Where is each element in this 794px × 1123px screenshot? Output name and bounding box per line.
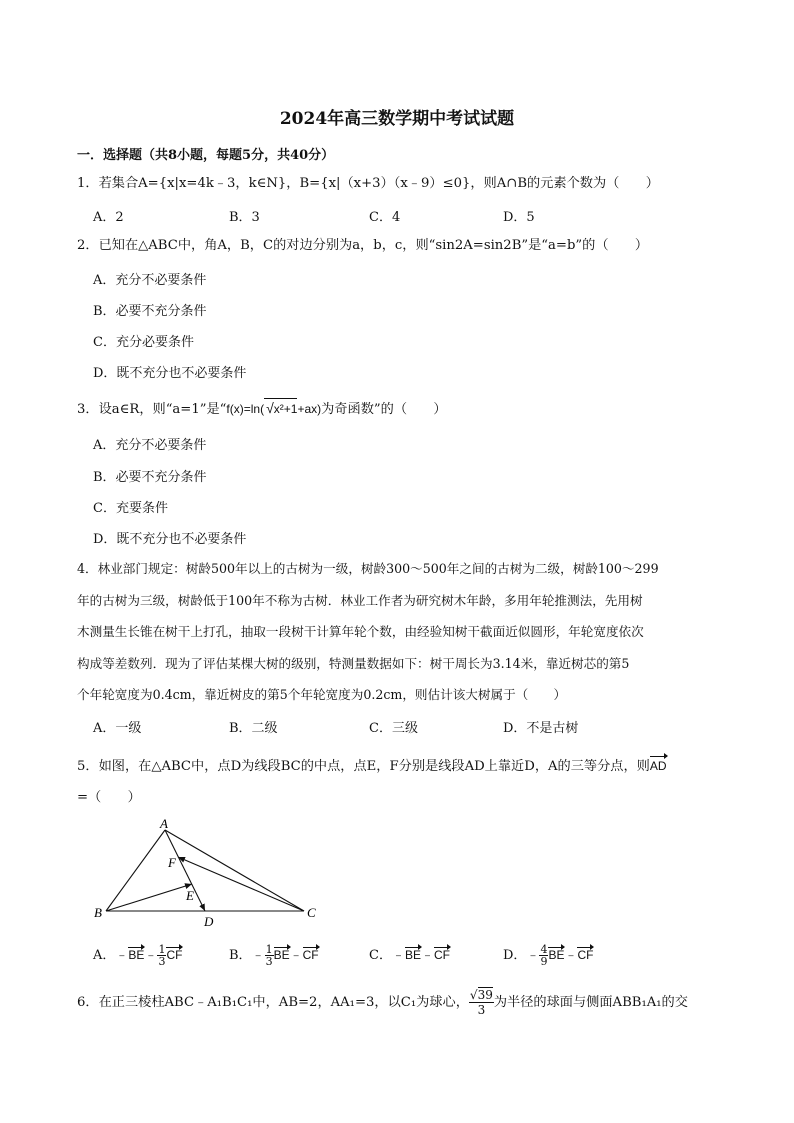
question-4-line-1: 4．林业部门规定：树龄500年以上的古树为一级，树龄300～500年之间的古树为二级，树龄100～299 xyxy=(77,561,659,576)
q5-d-vec-be: BE xyxy=(548,945,564,962)
q3-func-head: f(x)=ln( xyxy=(226,402,265,416)
q5-a-den: 3 xyxy=(158,955,166,968)
question-4-line-5: 个年轮宽度为0.4cm，靠近树皮的第5个年轮宽度为0.2cm，则估计该大树属于（ ） xyxy=(77,687,567,702)
q6-prefix: 6．在正三棱柱ABC﹣A₁B₁C₁中，AB=2，AA₁=3，以C₁为球心， xyxy=(77,995,469,1010)
q5-c-vec-cf: CF xyxy=(434,945,450,962)
sqrt-icon: √ xyxy=(266,400,274,416)
q3-option-b: B．必要不充分条件 xyxy=(93,470,207,485)
q5-b-fraction xyxy=(265,944,274,967)
q3-option-c: C．充要条件 xyxy=(93,501,168,516)
q3-stem-prefix: 3．设a∈R，则“a=1”是“ xyxy=(77,402,227,417)
question-5-line-2: =（ ） xyxy=(77,790,141,805)
section-heading: 一．选择题（共8小题，每题5分，共40分） xyxy=(77,148,335,163)
vector-be xyxy=(106,884,192,911)
label-e: E xyxy=(186,888,194,903)
label-a: A xyxy=(160,816,168,831)
q5-d-vec-cf: CF xyxy=(577,945,593,962)
q4-option-c: C．三级 xyxy=(369,721,418,736)
q5-d-label: D． xyxy=(503,948,527,963)
side-ab xyxy=(106,830,165,911)
q5-d-den: 9 xyxy=(540,955,548,968)
question-3-stem xyxy=(77,398,447,419)
q5-b-label: B． xyxy=(229,948,252,963)
q5-d-minus: ﹣ xyxy=(526,948,540,963)
label-c: C xyxy=(307,905,316,920)
q2-option-a: A．充分不必要条件 xyxy=(93,273,207,288)
q5-option-c xyxy=(369,944,450,963)
q5-a-label: A． xyxy=(93,948,116,963)
page-title: 2024年高三数学期中考试试题 xyxy=(279,109,515,129)
q5-b-vec-be: BE xyxy=(274,945,290,962)
vector-cf xyxy=(178,857,304,911)
q5-line1-text: 5．如图，在△ABC中，点D为线段BC的中点，点E，F分别是线段AD上靠近D，A的三等分点，则 xyxy=(77,759,650,774)
q3-function xyxy=(226,402,321,416)
q5-c-minus: ﹣ xyxy=(391,948,405,963)
q5-d-fraction xyxy=(539,944,548,967)
q1-option-a: A．2 xyxy=(93,210,124,225)
q1-option-b: B．3 xyxy=(229,210,260,225)
q2-option-c: C．充分必要条件 xyxy=(93,335,194,350)
q5-a-num: 1 xyxy=(158,943,166,956)
q3-sqrt xyxy=(264,398,297,418)
sqrt-icon: √ xyxy=(469,988,478,1002)
q5-c-label: C． xyxy=(369,948,392,963)
q5-b-num: 1 xyxy=(265,943,273,956)
q5-b-vec-cf: CF xyxy=(303,945,319,962)
q3-option-d: D．既不充分也不必要条件 xyxy=(93,532,247,547)
q5-c-vec-be: BE xyxy=(405,945,421,962)
q4-option-d: D．不是古树 xyxy=(503,721,579,736)
q6-radius-sqrt: 39 xyxy=(477,988,493,1002)
question-4-line-4: 构成等差数列．现为了评估某棵大树的级别，特测量数据如下：树干周长为3.14米，靠近树芯的第5 xyxy=(77,656,630,671)
q1-option-d: D．5 xyxy=(503,210,535,225)
question-1-stem: 1．若集合A={x|x=4k﹣3，k∈N}，B={x|（x+3）（x﹣9）≤0}，则A∩B的元素个数为（ ） xyxy=(77,176,659,191)
q5-option-d xyxy=(503,944,593,967)
q4-option-a: A．一级 xyxy=(93,721,142,736)
label-d: D xyxy=(204,914,214,929)
q2-option-d: D．既不充分也不必要条件 xyxy=(93,366,247,381)
triangle-figure xyxy=(88,816,328,936)
q5-b-den: 3 xyxy=(265,955,273,968)
q5-a-vec-cf: CF xyxy=(166,945,182,962)
q5-b-minus: ﹣ xyxy=(251,948,265,963)
q5-a-vec-be: BE xyxy=(128,945,144,962)
vector-ad: AD xyxy=(650,754,667,775)
q5-c-minus-2: ﹣ xyxy=(420,948,434,963)
q6-radius-num xyxy=(469,988,494,1003)
q6-suffix: 为半径的球面与侧面ABB₁A₁的交 xyxy=(493,995,688,1010)
q4-option-b: B．二级 xyxy=(229,721,278,736)
q5-a-fraction xyxy=(157,944,166,967)
q2-option-b: B．必要不充分条件 xyxy=(93,304,207,319)
q5-option-b xyxy=(229,944,319,967)
q1-option-c: C．4 xyxy=(369,210,401,225)
question-6-stem xyxy=(77,988,688,1017)
q5-option-a xyxy=(93,944,182,967)
question-5-line-1 xyxy=(77,754,667,776)
question-2-stem: 2．已知在△ABC中，角A，B，C的对边分别为a，b，c，则“sin2A=sin2B”是“a=b”的（ ） xyxy=(77,238,649,253)
q3-sqrt-body: x²+1 xyxy=(273,402,298,416)
q5-a-minus-2: ﹣ xyxy=(144,948,158,963)
q3-option-a: A．充分不必要条件 xyxy=(93,438,207,453)
q5-a-minus: ﹣ xyxy=(115,948,129,963)
q5-b-minus-2: ﹣ xyxy=(289,948,303,963)
label-f: F xyxy=(168,855,176,870)
question-4-line-3: 木测量生长锥在树干上打孔，抽取一段树干计算年轮个数，由经验知树干截面近似圆形，年轮宽度依次 xyxy=(77,624,644,639)
q6-radius-fraction xyxy=(469,988,494,1017)
q3-stem-suffix: 为奇函数”的（ ） xyxy=(321,402,447,417)
q5-d-num: 4 xyxy=(540,943,548,956)
q5-d-minus-2: ﹣ xyxy=(564,948,578,963)
question-4-line-2: 年的古树为三级，树龄低于100年不称为古树．林业工作者为研究树木年龄，多用年轮推测法，先用树 xyxy=(77,593,643,608)
q3-func-tail: +ax) xyxy=(297,402,322,416)
label-b: B xyxy=(94,905,102,920)
q6-radius-den: 3 xyxy=(477,1003,486,1017)
